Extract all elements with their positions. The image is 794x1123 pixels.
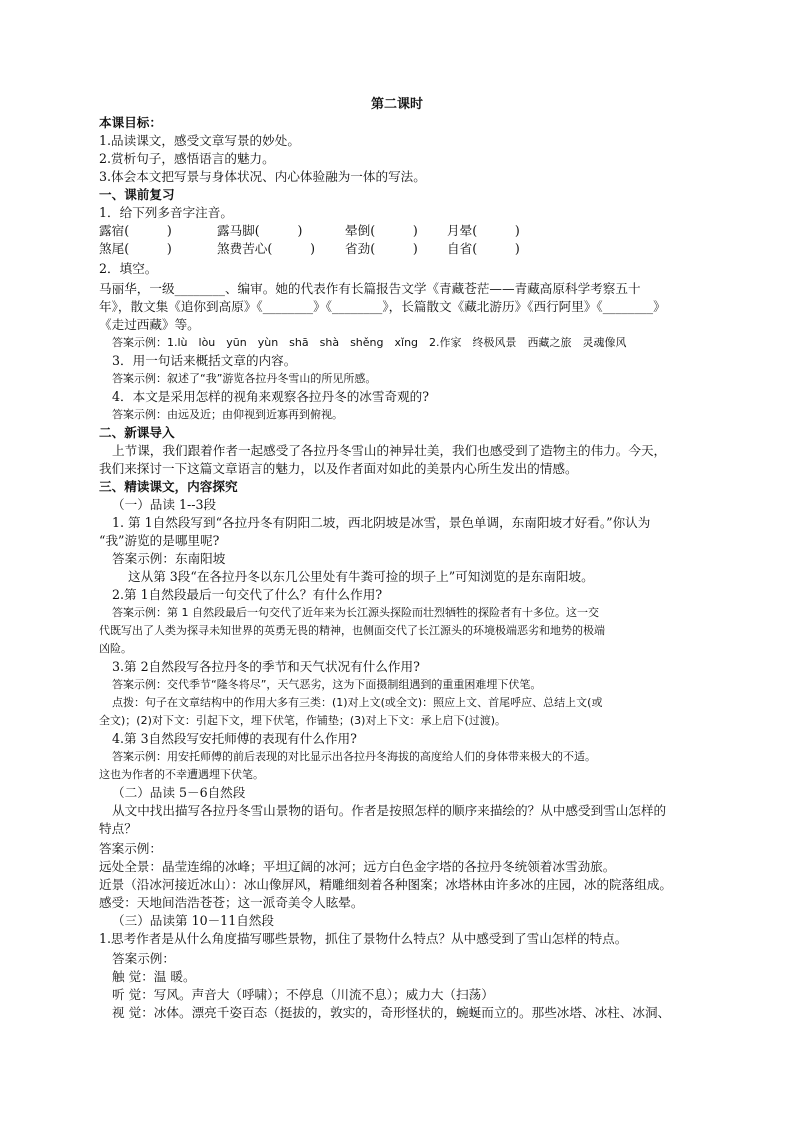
answer-touch: 触 觉：温 暖。 — [112, 969, 196, 984]
answer-hear: 听 觉：写风。声音大（呼啸）；不停息（川流不息）；威力大（扫荡） — [112, 987, 494, 1002]
answer: 这从第 3段“在各拉丹冬以东几公里处有牛粪可捡的坝子上”可知浏览的是东南阳坡。 — [128, 569, 594, 584]
pinyin-row — [99, 222, 520, 240]
goal-item: 1.品读课文，感受文章写景的妙处。 — [99, 133, 300, 148]
goal-item: 3.体会本文把写景与身体状况、内心体验融为一体的写法。 — [99, 169, 426, 184]
answer: 答案示例：1.lù lòu yūn yùn shā shà shěng xǐng 2.作家 终极风景 西藏之旅 灵魂像风 — [112, 336, 627, 349]
pinyin-item: 省劲( ) — [345, 241, 418, 256]
question: 4.第 3自然段写安托师傅的表现有什么作用? — [112, 731, 357, 746]
question: 1．给下列多音字注音。 — [99, 205, 233, 220]
question: 1.思考作者是从什么角度描写哪些景物，抓住了景物什么特点？从中感受到了雪山怎样的特点。 — [99, 931, 628, 946]
pinyin-item: 露马脚( ) — [217, 223, 303, 238]
section-heading-reading: 三、精读课文，内容探究 — [99, 479, 238, 494]
pinyin-item: 露宿( ) — [99, 223, 172, 238]
pinyin-item: 晕倒( ) — [345, 223, 418, 238]
subsection-heading: （一）品读 1--3段 — [112, 497, 217, 512]
paragraph: 上节课，我们跟着作者一起感受了各拉丹冬雪山的神异壮美，我们也感受到了造物主的伟力。今天， — [112, 443, 667, 458]
answer: 答案示例：东南阳坡 — [112, 551, 226, 566]
answer-see: 视 觉：冰体。漂亮千姿百态（挺拔的，敦实的，奇形怪状的，蜿蜒而立的。那些冰塔、冰柱、冰洞、 — [112, 1005, 671, 1020]
subsection-heading: （二）品读 5－6自然段 — [112, 785, 246, 800]
answer: 答案示例：叙述了“我”游览各拉丹冬雪山的所见所感。 — [112, 372, 377, 385]
question: 2．填空。 — [99, 261, 158, 276]
section-heading-review: 一、课前复习 — [99, 187, 175, 202]
tip: 全文)；(2)对下文：引起下文，埋下伏笔，作铺垫；(3)对上下文：承上启下(过渡)。 — [99, 714, 507, 727]
pinyin-item: 煞尾( ) — [99, 241, 172, 256]
pinyin-item: 煞费苦心( ) — [217, 241, 315, 256]
fill-text: 年》，散文集《追你到高原》《________》《________》，长篇散文《藏北游历》《西行阿里》《________》 — [99, 299, 666, 314]
answer: 答案示例：交代季节“隆冬将尽”，天气恶劣，这为下面摄制组遇到的重重困难埋下伏笔。 — [112, 678, 542, 691]
question: 3．用一句话来概括文章的内容。 — [112, 353, 297, 368]
answer: 答案示例：第 1 自然段最后一句交代了近年来为长江源头探险而壮烈牺牲的探险者有十多位。这一交 — [112, 606, 599, 619]
tip: 点拨：句子在文章结构中的作用大多有三类：(1)对上文(或全文)：照应上文、首尾呼应、总结上文(或 — [112, 696, 603, 709]
pinyin-row — [99, 240, 520, 258]
question: 4．本文是采用怎样的视角来观察各拉丹冬的冰雪奇观的? — [112, 389, 430, 404]
section-heading-intro: 二、新课导入 — [99, 425, 175, 440]
pinyin-item: 自省( ) — [447, 241, 520, 256]
answer: 答案示例： — [112, 951, 175, 966]
fill-text: 马丽华，一级________、编审。她的代表作有长篇报告文学《青藏苍茫——青藏高原科学考察五十 — [99, 281, 641, 296]
answer-near: 近景（沿冰河接近冰山）：冰山像屏风，精雕细刻着各种图案；冰塔林由许多冰的庄园，冰的院落组成。 — [99, 877, 673, 892]
question: 2.第 1自然段最后一句交代了什么？有什么作用? — [112, 587, 383, 602]
answer-far: 远处全景：晶莹连绵的冰峰；平坦辽阔的冰河；远方白色金字塔的各拉丹冬统领着冰雪劲旅。 — [99, 859, 616, 874]
question: 3.第 2自然段写各拉丹冬的季节和天气状况有什么作用? — [112, 659, 420, 674]
question: 1. 第 1自然段写到“各拉丹冬有阴阳二坡，西北阴坡是冰雪，景色单调，东南阳坡才好看。”你认为 — [112, 515, 651, 530]
paragraph: 我们来探讨一下这篇文章语言的魅力，以及作者面对如此的美景内心所生发出的情感。 — [99, 461, 578, 476]
answer: 这也为作者的不幸遭遇埋下伏笔。 — [99, 768, 264, 781]
question: 特点？ — [99, 821, 137, 836]
answer: 答案示例： — [99, 841, 162, 856]
subsection-heading: （三）品读第 10－11自然段 — [112, 913, 274, 928]
goal-item: 2.赏析句子，感悟语言的魅力。 — [99, 151, 275, 166]
pinyin-item: 月晕( ) — [447, 223, 520, 238]
answer: 代既写出了人类为探寻未知世界的英勇无畏的精神，也侧面交代了长江源头的环境极端恶劣和地势的极端 — [99, 624, 605, 637]
question: “我”游览的是哪里呢? — [99, 533, 220, 548]
lesson-title: 第二课时 — [370, 97, 423, 112]
fill-text: 《走过西藏》等。 — [99, 317, 200, 332]
answer: 凶险。 — [99, 642, 132, 655]
answer: 答案示例：由远及近；由仰视到近寡再到俯视。 — [112, 408, 343, 421]
goals-heading: 本课目标： — [99, 115, 162, 130]
answer: 答案示例：用安托师傅的前后表现的对比显示出各拉丹冬海拔的高度给人们的身体带来极大的不适。 — [112, 750, 596, 763]
question: 从文中找出描写各拉丹冬雪山景物的语句。作者是按照怎样的顺序来描绘的？从中感受到雪山怎样的 — [112, 803, 667, 818]
answer-feel: 感受：天地间浩浩苍苍；这一派奇美令人眩晕。 — [99, 895, 364, 910]
